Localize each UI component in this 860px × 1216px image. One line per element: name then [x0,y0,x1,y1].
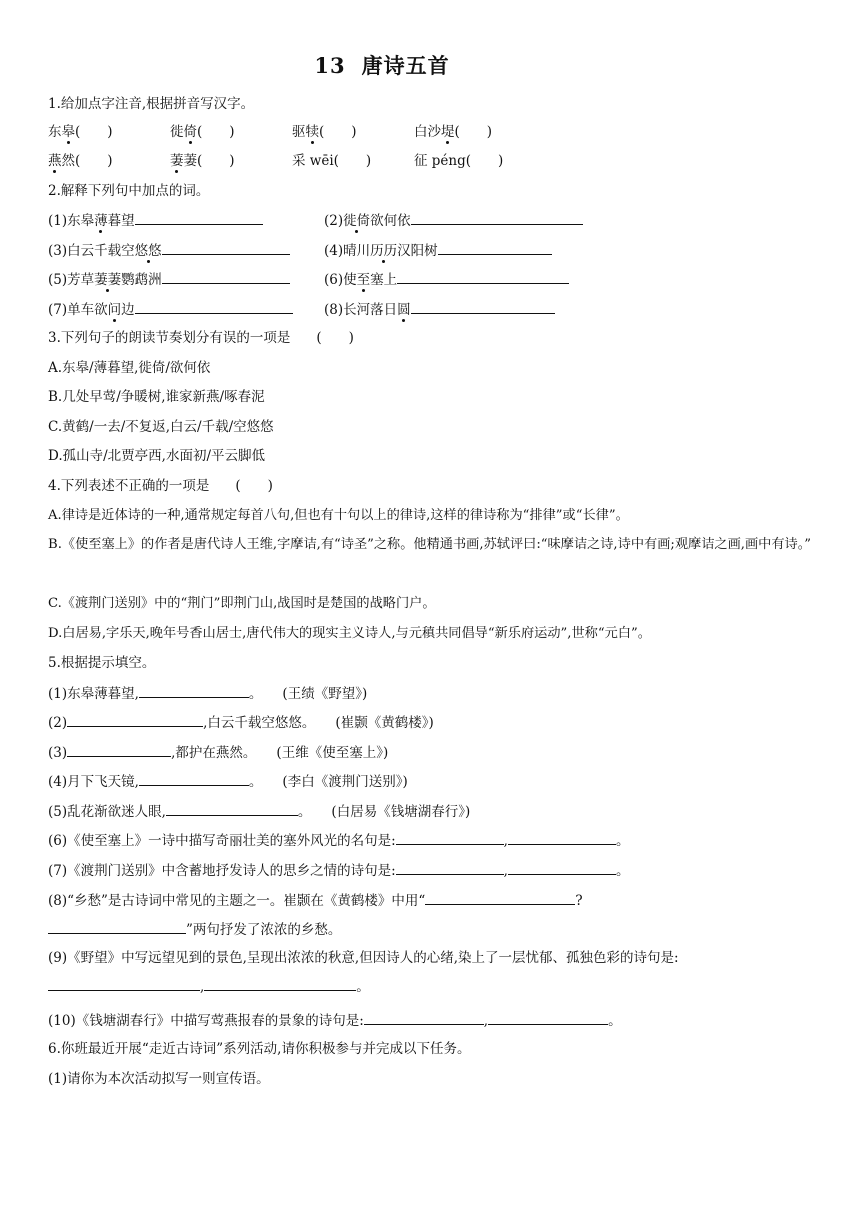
answer-blank[interactable] [396,860,504,875]
q3-option-a: A.东皋/薄暮望,徙倚/欲何依 [48,360,211,376]
answer-blank[interactable] [135,299,293,314]
q3-option-d: D.孤山寺/北贾亭西,水面初/平云脚低 [48,448,266,464]
q2-prompt: 2.解释下列句中加点的词。 [48,183,210,199]
lesson-number: 13 [314,53,346,78]
q1-item[interactable]: 驱犊( ) [292,124,357,140]
answer-blank[interactable] [488,1010,608,1025]
q2-item: (7)单车欲问边 [48,299,293,320]
q4-option-b: B.《使至塞上》的作者是唐代诗人王维,字摩诘,有“诗圣”之称。他精通书画,苏轼评曰:“味摩诘之诗,诗中有画;观摩诘之画,画中有诗。” [48,537,812,552]
q1-prompt: 1.给加点字注音,根据拼音写汉字。 [48,96,255,112]
q1-item[interactable]: 燕然( ) [48,153,113,169]
q5-item-5: (5)乱花渐欲迷人眼, 。 (白居易《钱塘湖春行》) [48,801,470,822]
answer-blank[interactable] [139,771,249,786]
q2-item: (5)芳草萋萋鹦鹉洲 [48,269,290,290]
q4-option-d: D.白居易,字乐天,晚年号香山居士,唐代伟大的现实主义诗人,与元稹共同倡导“新乐府运动”,世称“元白”。 [48,626,651,641]
answer-blank[interactable] [139,683,249,698]
q5-item-4: (4)月下飞天镜, 。 (李白《渡荆门送别》) [48,771,408,792]
q5-item-6: (6)《使至塞上》一诗中描写奇丽壮美的塞外风光的名句是: , 。 [48,830,629,851]
q5-item-1: (1)东皋薄暮望, 。 (王绩《野望》) [48,683,367,704]
q2-item: (8)长河落日圆 [324,299,555,320]
q1-item[interactable]: 萋萋( ) [170,153,235,169]
answer-blank[interactable] [204,976,356,991]
page-title [0,50,812,80]
answer-blank[interactable] [425,890,575,905]
q5-item-2: (2) ,白云千载空悠悠。 (崔颢《黄鹤楼》) [48,712,434,733]
answer-paren[interactable]: ( ) [316,330,354,346]
q3-option-c: C.黄鹤/一去/不复返,白云/千载/空悠悠 [48,419,274,435]
q5-item-10: (10)《钱塘湖春行》中描写莺燕报春的景象的诗句是: , 。 [48,1010,622,1031]
q3-option-b: B.几处早莺/争暖树,谁家新燕/啄春泥 [48,389,265,405]
answer-blank[interactable] [364,1010,484,1025]
q3-prompt: 3.下列句子的朗读节奏划分有误的一项是 ( ) [48,330,354,346]
q1-item[interactable]: 徙倚( ) [170,124,235,140]
answer-blank[interactable] [48,976,200,991]
answer-paren[interactable]: ( ) [235,478,273,494]
q5-item-3: (3) ,都护在燕然。 (王维《使至塞上》) [48,742,388,763]
q4-option-c: C.《渡荆门送别》中的“荆门”即荆门山,战国时是楚国的战略门户。 [48,596,436,611]
answer-blank[interactable] [411,210,583,225]
answer-blank[interactable] [508,830,616,845]
q2-item: (3)白云千载空悠悠 [48,240,290,261]
q5-prompt: 5.根据提示填空。 [48,655,156,671]
answer-blank[interactable] [438,240,552,255]
q5-item-8: (8)“乡愁”是古诗词中常见的主题之一。崔颢在《黄鹤楼》中用“ ? [48,890,583,911]
answer-blank[interactable] [162,269,290,284]
answer-blank[interactable] [67,742,171,757]
q5-item-7: (7)《渡荆门送别》中含蓄地抒发诗人的思乡之情的诗句是: , 。 [48,860,629,881]
q4-option-a: A.律诗是近体诗的一种,通常规定每首八句,但也有十句以上的律诗,这样的律诗称为“排律”或“长律”。 [48,508,629,523]
q5-item-8-cont: ”两句抒发了浓浓的乡愁。 [48,919,341,940]
answer-blank[interactable] [48,919,186,934]
answer-blank[interactable] [396,830,504,845]
answer-blank[interactable] [162,240,290,255]
q5-item-9: (9)《野望》中写远望见到的景色,呈现出浓浓的秋意,但因诗人的心绪,染上了一层忧郁、孤独色彩的诗句是:, 。 [48,950,679,995]
q2-item: (1)东皋薄暮望 [48,210,263,231]
q6-prompt: 6.你班最近开展“走近古诗词”系列活动,请你积极参与并完成以下任务。 [48,1041,471,1057]
answer-blank[interactable] [397,269,569,284]
q1-item[interactable]: 东皋( ) [48,124,113,140]
answer-blank[interactable] [67,712,203,727]
q2-item: (6)使至塞上 [324,269,569,290]
lesson-title: 唐诗五首 [361,53,450,78]
answer-blank[interactable] [135,210,263,225]
answer-blank[interactable] [411,299,555,314]
q1-item[interactable]: 征 péng( ) [414,153,504,169]
q4-prompt: 4.下列表述不正确的一项是 ( ) [48,478,273,494]
answer-blank[interactable] [166,801,298,816]
q6-task-1: (1)请你为本次活动拟写一则宣传语。 [48,1071,270,1087]
q2-item: (4)晴川历历汉阳树 [324,240,552,261]
q1-item[interactable]: 白沙堤( ) [414,124,493,140]
q2-item: (2)徙倚欲何依 [324,210,583,231]
answer-blank[interactable] [508,860,616,875]
q1-item[interactable]: 采 wēi( ) [292,153,372,169]
